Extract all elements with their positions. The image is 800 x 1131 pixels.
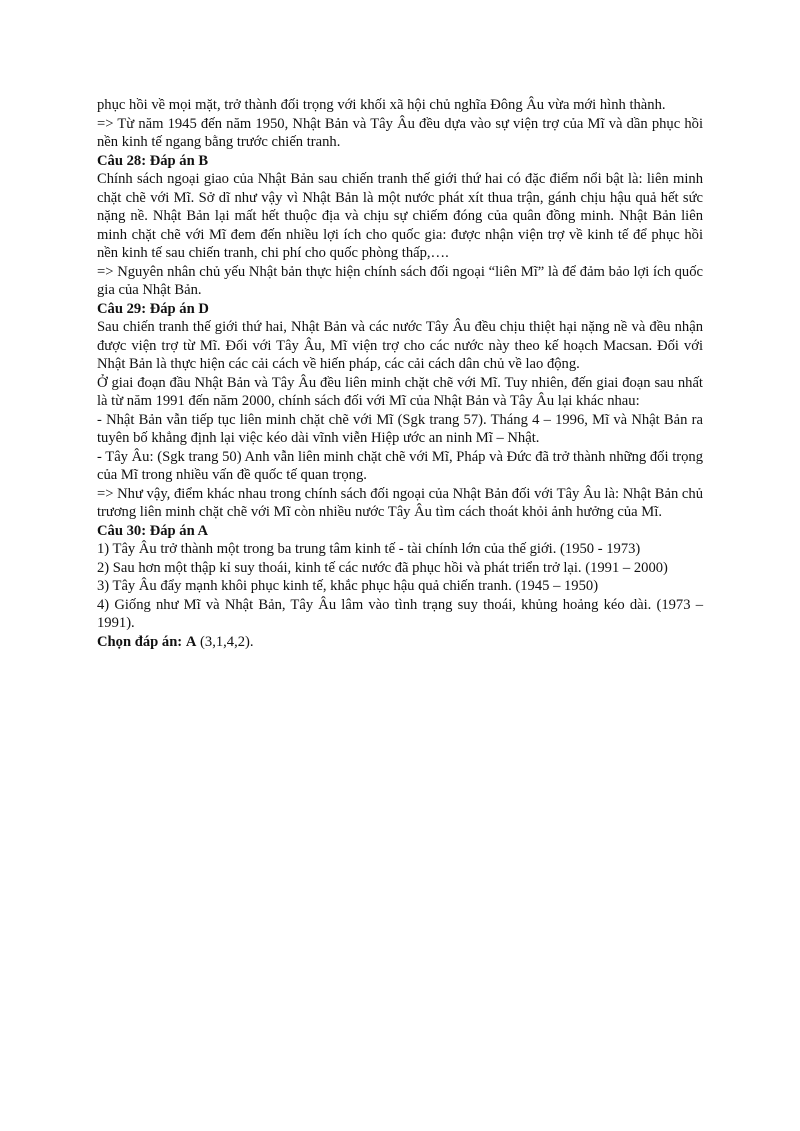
list-item: 4) Giống như Mĩ và Nhật Bản, Tây Âu lâm vào tình trạng suy thoái, khủng hoảng kéo dài. (1973 – 1991). bbox=[97, 596, 703, 631]
final-answer-line bbox=[97, 633, 703, 652]
list-item: 2) Sau hơn một thập kỉ suy thoái, kinh tế các nước đã phục hồi và phát triển trở lại. (1991 – 2000) bbox=[97, 559, 668, 576]
question-heading: Câu 30: Đáp án A bbox=[97, 522, 209, 539]
paragraph: Ở giai đoạn đầu Nhật Bản và Tây Âu đều liên minh chặt chẽ với Mĩ. Tuy nhiên, đến giai đoạn sau nhất là từ năm 1991 đến năm 2000, chính sách đối với Mĩ của Nhật Bản và Tây Âu lại khác nhau: bbox=[97, 374, 703, 409]
final-answer-label: Chọn đáp án: bbox=[97, 633, 183, 650]
paragraph: phục hồi về mọi mặt, trở thành đối trọng với khối xã hội chủ nghĩa Đông Âu vừa mới hình thành. bbox=[97, 97, 666, 113]
paragraph: => Nguyên nhân chủ yếu Nhật bản thực hiện chính sách đối ngoại “liên Mĩ” là để đảm bảo lợi ích quốc gia của Nhật Bản. bbox=[97, 263, 703, 298]
document-page bbox=[97, 96, 703, 651]
final-answer-order: (3,1,4,2). bbox=[200, 633, 254, 650]
paragraph: => Như vậy, điểm khác nhau trong chính sách đối ngoại của Nhật Bản đối với Tây Âu là: Nhật Bản chủ trương liên minh chặt chẽ với Mĩ còn nhiều nước Tây Âu tìm cách thoát khỏi ảnh hưởng của Mĩ. bbox=[97, 485, 703, 520]
question-heading: Câu 29: Đáp án D bbox=[97, 300, 209, 317]
list-item: - Tây Âu: (Sgk trang 50) Anh vẫn liên minh chặt chẽ với Mĩ, Pháp và Đức đã trở thành những đối trọng của Mĩ trong nhiều vấn đề quốc tế quan trọng. bbox=[97, 448, 703, 483]
list-item: 3) Tây Âu đẩy mạnh khôi phục kinh tế, khắc phục hậu quả chiến tranh. (1945 – 1950) bbox=[97, 578, 599, 594]
final-answer-value: A bbox=[185, 633, 197, 650]
question-heading: Câu 28: Đáp án B bbox=[97, 152, 209, 169]
paragraph: Chính sách ngoại giao của Nhật Bản sau chiến tranh thế giới thứ hai có đặc điểm nổi bật là: liên minh chặt chẽ với Mĩ. Sở dĩ như vậy vì Nhật Bản là một nước phát xít thua trận, gánh chịu hậu quả hết sức nặng nề. Nhật Bản lại mất hết thuộc địa và chịu sự chiếm đóng của quân đồng minh. Nhật Bản liên minh chặt chẽ với Mĩ đem đến nhiều lợi ích cho quốc gia: được nhận viện trợ về kinh tế để phục hồi nền kinh tế sau chiến tranh, chi phí cho quốc phòng thấp,…. bbox=[97, 171, 703, 261]
paragraph: Sau chiến tranh thế giới thứ hai, Nhật Bản và các nước Tây Âu đều chịu thiệt hại nặng nề và đều nhận được viện trợ từ Mĩ. Đối với Tây Âu, Mĩ viện trợ cho các nước này theo kế hoạch Macsan. Đối với Nhật Bản là thực hiện các cải cách về hiến pháp, các cải cách dân chủ về lao động. bbox=[97, 319, 703, 372]
paragraph: => Từ năm 1945 đến năm 1950, Nhật Bản và Tây Âu đều dựa vào sự viện trợ của Mĩ và dần phục hồi nền kinh tế ngang bằng trước chiến tranh. bbox=[97, 115, 703, 150]
list-item: - Nhật Bản vẫn tiếp tục liên minh chặt chẽ với Mĩ (Sgk trang 57). Tháng 4 – 1996, Mĩ và Nhật Bản ra tuyên bố khẳng định lại việc kéo dài vĩnh viễn Hiệp ước an ninh Mĩ – Nhật. bbox=[97, 411, 703, 446]
list-item: 1) Tây Âu trở thành một trong ba trung tâm kinh tế - tài chính lớn của thế giới. (1950 - 1973) bbox=[97, 541, 641, 557]
